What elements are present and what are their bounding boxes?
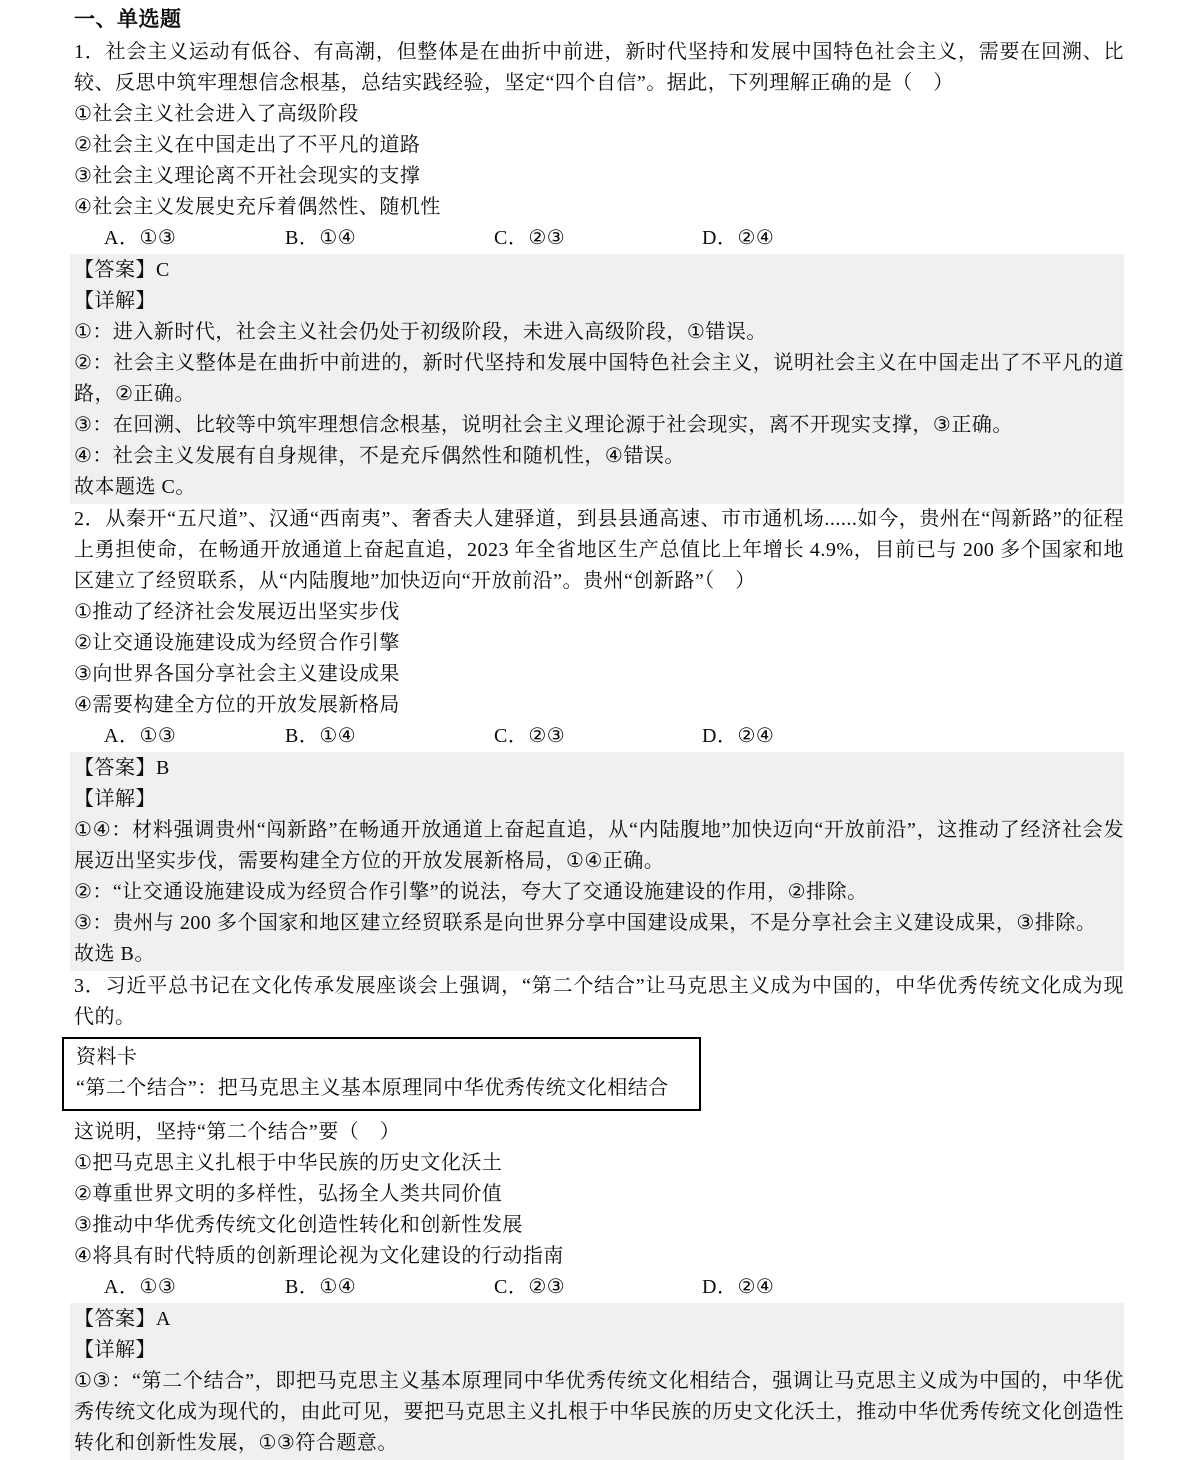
- question-2-option-2: ②让交通设施建设成为经贸合作引擎: [74, 632, 400, 654]
- material-card-content: “第二个结合”：把马克思主义基本原理同中华优秀传统文化相结合: [76, 1077, 669, 1099]
- explanation-line: ①③：“第二个结合”，即把马克思主义基本原理同中华优秀传统文化相结合，强调让马克思主义成为中国的，中华优秀传统文化成为现代的，由此可见，要把马克思主义扎根于中华民族的历史文化沃土，推动中华优秀传统文化创造性转化和创新性发展，①③符合题意。: [74, 1370, 1124, 1454]
- question-1-option-4: ④社会主义发展史充斥着偶然性、随机性: [74, 196, 441, 218]
- question-3-stem-continued: 这说明，坚持“第二个结合”要（ ）: [74, 1121, 401, 1143]
- choice-d: D．②④: [702, 1276, 775, 1298]
- answer-label: 【答案】B: [74, 757, 170, 779]
- question-1-option-3: ③社会主义理论离不开社会现实的支撑: [74, 165, 421, 187]
- choice-a: A．①③: [104, 725, 177, 747]
- answer-label: 【答案】A: [74, 1308, 171, 1330]
- question-2-stem: 2．从秦开“五尺道”、汉通“西南夷”、奢香夫人建驿道，到县县通高速、市市通机场......如今，贵州在“闯新路”的征程上勇担使命，在畅通开放通道上奋起直追，2023 年全省地区生产总值比上年增长 4.9%，目前已与 200 多个国家和地区建立了经贸联系，从“内陆腹地”加快迈向“开放前沿”。贵州“创新路”（ ）: [74, 508, 1124, 592]
- question-1-option-1: ①社会主义社会进入了高级阶段: [74, 103, 359, 125]
- explanation-line: ①④：材料强调贵州“闯新路”在畅通开放通道上奋起直追，从“内陆腹地”加快迈向“开放前沿”，这推动了经济社会发展迈出坚实步伐，需要构建全方位的开放发展新格局，①④正确。: [74, 819, 1124, 872]
- question-3-stem: 3．习近平总书记在文化传承发展座谈会上强调，“第二个结合”让马克思主义成为中国的，中华优秀传统文化成为现代的。: [74, 975, 1124, 1028]
- explanation-line: ②：“让交通设施建设成为经贸合作引擎”的说法，夸大了交通设施建设的作用，②排除。: [74, 881, 868, 903]
- question-3-option-1: ①把马克思主义扎根于中华民族的历史文化沃土: [74, 1152, 503, 1174]
- question-2-choice-row: [70, 721, 1124, 752]
- conclusion-line: 故选 B。: [74, 943, 155, 965]
- choice-b: B．①④: [285, 1276, 357, 1298]
- choice-d: D．②④: [702, 725, 775, 747]
- answer-label: 【答案】C: [74, 259, 170, 281]
- detail-label: 【详解】: [74, 290, 156, 312]
- question-3-option-3: ③推动中华优秀传统文化创造性转化和创新性发展: [74, 1214, 523, 1236]
- choice-c: C．②③: [494, 725, 566, 747]
- explanation-line: ④：社会主义发展有自身规律，不是充斥偶然性和随机性，④错误。: [74, 445, 685, 467]
- question-2-option-3: ③向世界各国分享社会主义建设成果: [74, 663, 400, 685]
- question-2-option-1: ①推动了经济社会发展迈出坚实步伐: [74, 601, 400, 623]
- choice-a: A．①③: [104, 227, 177, 249]
- question-1-stem: 1．社会主义运动有低谷、有高潮，但整体是在曲折中前进，新时代坚持和发展中国特色社会主义，需要在回溯、比较、反思中筑牢理想信念根基，总结实践经验，坚定“四个自信”。据此，下列理解正确的是（ ）: [74, 41, 1124, 94]
- question-3-option-2: ②尊重世界文明的多样性，弘扬全人类共同价值: [74, 1183, 503, 1205]
- question-1-answer-block: [70, 254, 1124, 504]
- question-2-answer-block: [70, 752, 1124, 971]
- explanation-line: ③：在回溯、比较等中筑牢理想信念根基，说明社会主义理论源于社会现实，离不开现实支撑，③正确。: [74, 414, 1013, 436]
- explanation-line: ①：进入新时代，社会主义社会仍处于初级阶段，未进入高级阶段，①错误。: [74, 321, 767, 343]
- conclusion-line: 故本题选 C。: [74, 476, 196, 498]
- choice-b: B．①④: [285, 725, 357, 747]
- detail-label: 【详解】: [74, 788, 156, 810]
- question-3-option-4: ④将具有时代特质的创新理论视为文化建设的行动指南: [74, 1245, 564, 1267]
- question-1: [70, 37, 1124, 504]
- detail-label: 【详解】: [74, 1339, 156, 1361]
- question-2: [70, 504, 1124, 971]
- question-2-option-4: ④需要构建全方位的开放发展新格局: [74, 694, 400, 716]
- choice-d: D．②④: [702, 227, 775, 249]
- question-3-choice-row: [70, 1272, 1124, 1303]
- choice-a: A．①③: [104, 1276, 177, 1298]
- question-1-option-2: ②社会主义在中国走出了不平凡的道路: [74, 134, 421, 156]
- section-title: 一、单选题: [74, 7, 182, 31]
- question-3-answer-block: [70, 1303, 1124, 1460]
- choice-b: B．①④: [285, 227, 357, 249]
- question-3: [70, 971, 1124, 1460]
- explanation-line: ②：社会主义整体是在曲折中前进的，新时代坚持和发展中国特色社会主义，说明社会主义在中国走出了不平凡的道路，②正确。: [74, 352, 1124, 405]
- question-1-choice-row: [70, 223, 1124, 254]
- material-card: [62, 1037, 701, 1111]
- explanation-line: ③：贵州与 200 多个国家和地区建立经贸联系是向世界分享中国建设成果，不是分享社会主义建设成果，③排除。: [74, 912, 1097, 934]
- choice-c: C．②③: [494, 227, 566, 249]
- material-card-title: 资料卡: [76, 1046, 138, 1068]
- choice-c: C．②③: [494, 1276, 566, 1298]
